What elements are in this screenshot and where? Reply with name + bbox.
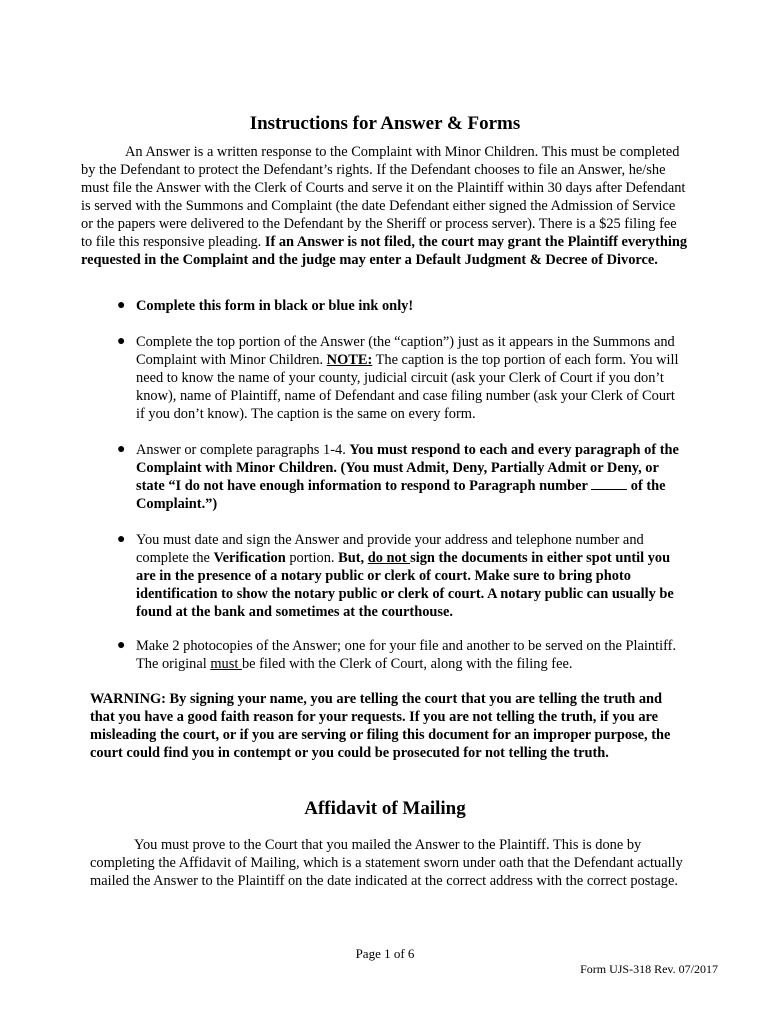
verification-label: Verification [213, 550, 286, 566]
caption-text: Complete the top portion of the Answer (the “caption”) just as it appears in the Summons and Complaint with Minor Children. [136, 334, 675, 368]
bullet-icon: ● [117, 442, 126, 457]
affidavit-text: You must prove to the Court that you mailed the Answer to the Plaintiff. This is done by completing the Affidavit of Mailing, which is a statement sworn under oath that the Defendant actually mailed the Answer to the Plaintiff on the date indicated at the correct address with the correct postage. [90, 837, 683, 889]
instruction-ink: Complete this form in black or blue ink only! [136, 298, 414, 314]
sign-text: You must date and sign the Answer and provide your address and telephone number and complete the [136, 532, 644, 566]
bullet-icon: ● [117, 638, 126, 653]
sign-bold-but: But, [338, 550, 368, 566]
page-title: Instructions for Answer & Forms [249, 113, 521, 134]
paragraph-number-blank [591, 477, 627, 490]
intro-bold-text: If an Answer is not filed, the court may grant the Plaintiff everything requested in the Complaint and the judge may enter a Default Judgment & Decree of Divorce. [81, 234, 688, 268]
intro-text: An Answer is a written response to the Complaint with Minor Children. This must be completed by the Defendant to protect the Defendant’s rights. If the Defendant chooses to file an Answer, he/she must file the Answer with the Clerk of Courts and serve it on the Plaintiff within 30 days after Defendant is served with the Summons and Complaint (the date Defendant either signed the Admission of Service or the papers were delivered to the Defendant by the Sheriff or process server). There is a $25 filing fee to file this responsive pleading. [81, 144, 686, 250]
photocopies-text-2: be filed with the Clerk of Court, along with the filing fee. [241, 656, 573, 672]
sign-bold-text: sign the documents in either spot until you are in the presence of a notary public or clerk of court. Make sure to bring photo identification to show the notary public or clerk of court. A notary public can usually be found at the bank and sometimes at the courthouse. [136, 550, 674, 620]
instruction-photocopies [136, 637, 681, 673]
paragraphs-bold-text: You must respond to each and every paragraph of the Complaint with Minor Children. (You must Admit, Deny, Partially Admit or Deny, or state “I do not have enough information to respond to Paragraph number [136, 442, 679, 494]
bullet-icon: ● [117, 532, 126, 547]
affidavit-paragraph [90, 836, 686, 890]
affidavit-title: Affidavit of Mailing [304, 798, 466, 819]
instruction-sign [136, 531, 681, 621]
intro-paragraph [81, 143, 689, 269]
paragraphs-bold-end: of the Complaint.”) [136, 478, 666, 512]
instruction-paragraphs [136, 441, 681, 513]
photocopies-text: Make 2 photocopies of the Answer; one for your file and another to be served on the Plaintiff. The original [136, 638, 677, 672]
warning-paragraph: WARNING: By signing your name, you are telling the court that you are telling the truth and that you have a good faith reason for your requests. If you are not telling the truth, if you are misleading the court, or if you are serving or filing this document for an improper purpose, the court could find you in contempt or you could be prosecuted for not telling the truth. [90, 691, 671, 761]
sign-text-2: portion. [285, 550, 339, 566]
note-label: NOTE: [326, 352, 373, 368]
bullet-icon: ● [117, 298, 126, 313]
must-label: must [210, 656, 242, 672]
page-number: Page 1 of 6 [355, 946, 415, 961]
instruction-caption [136, 333, 681, 423]
form-id: Form UJS-318 Rev. 07/2017 [580, 962, 718, 976]
bullet-icon: ● [117, 334, 126, 349]
paragraphs-text: Answer or complete paragraphs 1-4. [136, 442, 350, 458]
do-not-label: do not [367, 550, 411, 566]
caption-note-text: The caption is the top portion of each form. You will need to know the name of your county, judicial circuit (ask your Clerk of Court if you don’t know), name of Plaintiff, name of Defendant and case filing number (ask your Clerk of Court if you don’t know). The caption is the same on every form. [136, 352, 679, 422]
